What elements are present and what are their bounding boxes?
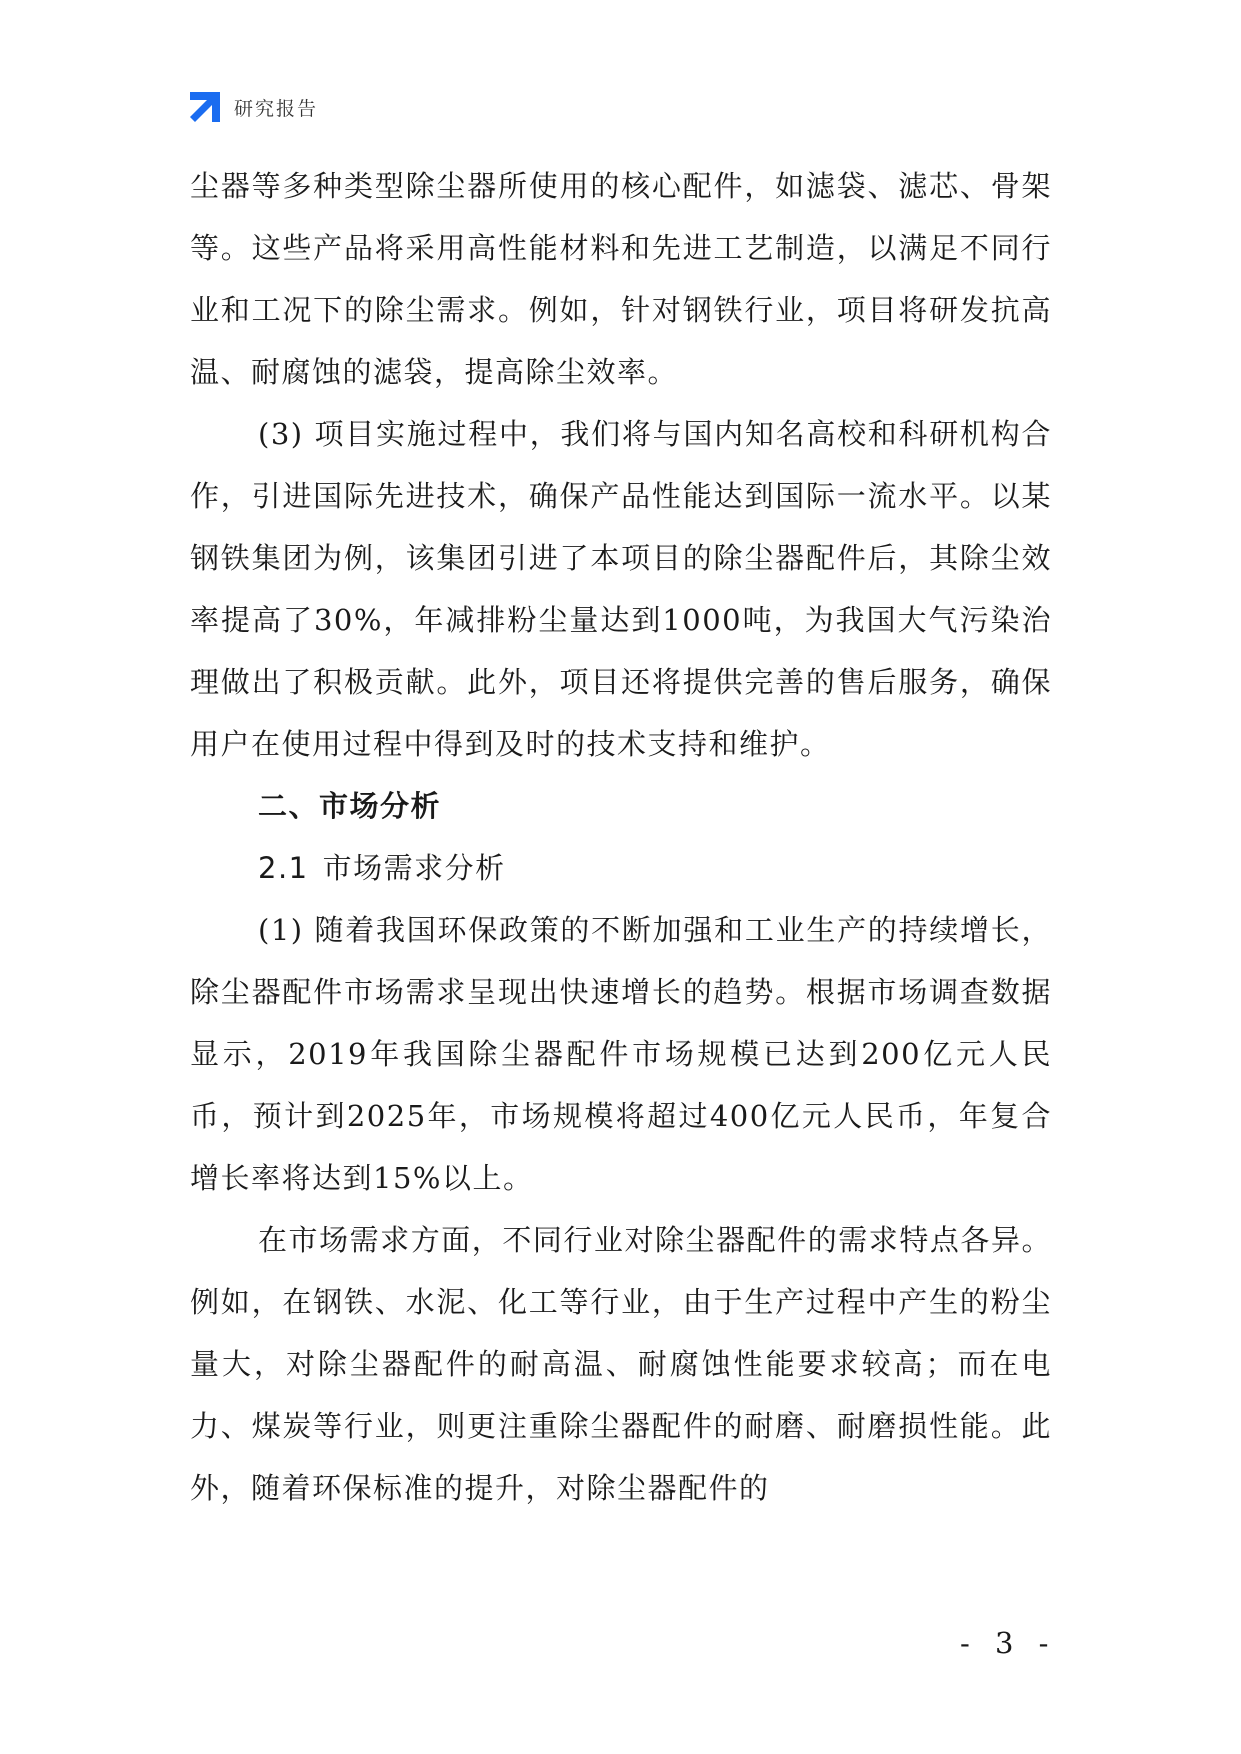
paragraph-continued: 尘器等多种类型除尘器所使用的核心配件，如滤袋、滤芯、骨架等。这些产品将采用高性能材料和先进工艺制造，以满足不同行业和工况下的除尘需求。例如，针对钢铁行业，项目将研发抗高温、耐腐蚀的滤袋，提高除尘效率。 bbox=[190, 169, 1052, 389]
document-body bbox=[190, 155, 1052, 1519]
paragraph-demand: 在市场需求方面，不同行业对除尘器配件的需求特点各异。例如，在钢铁、水泥、化工等行业，由于生产过程中产生的粉尘量大，对除尘器配件的耐高温、耐腐蚀性能要求较高；而在电力、煤炭等行业，则更注重除尘器配件的耐磨、耐磨损性能。此外，随着环保标准的提升，对除尘器配件的 bbox=[190, 1223, 1052, 1505]
subsection-number: 2.1 bbox=[258, 851, 309, 885]
report-header bbox=[188, 90, 318, 124]
paragraph-item-3: (3) 项目实施过程中，我们将与国内知名高校和科研机构合作，引进国际先进技术，确保产品性能达到国际一流水平。以某钢铁集团为例，该集团引进了本项目的除尘器配件后，其除尘效率提高了30%，年减排粉尘量达到1000吨，为我国大气污染治理做出了积极贡献。此外，项目还将提供完善的售后服务，确保用户在使用过程中得到及时的技术支持和维护。 bbox=[190, 417, 1052, 761]
section-heading: 二、市场分析 bbox=[258, 789, 442, 823]
page-number: - 3 - bbox=[960, 1626, 1057, 1660]
paragraph-item-1: (1) 随着我国环保政策的不断加强和工业生产的持续增长，除尘器配件市场需求呈现出快速增长的趋势。根据市场调查数据显示，2019年我国除尘器配件市场规模已达到200亿元人民币，预计到2025年，市场规模将超过400亿元人民币，年复合增长率将达到15%以上。 bbox=[190, 913, 1052, 1195]
subsection-title: 市场需求分析 bbox=[322, 851, 506, 885]
header-label: 研究报告 bbox=[234, 97, 319, 120]
subsection-heading bbox=[190, 837, 1052, 899]
arrow-logo-icon bbox=[188, 90, 222, 124]
